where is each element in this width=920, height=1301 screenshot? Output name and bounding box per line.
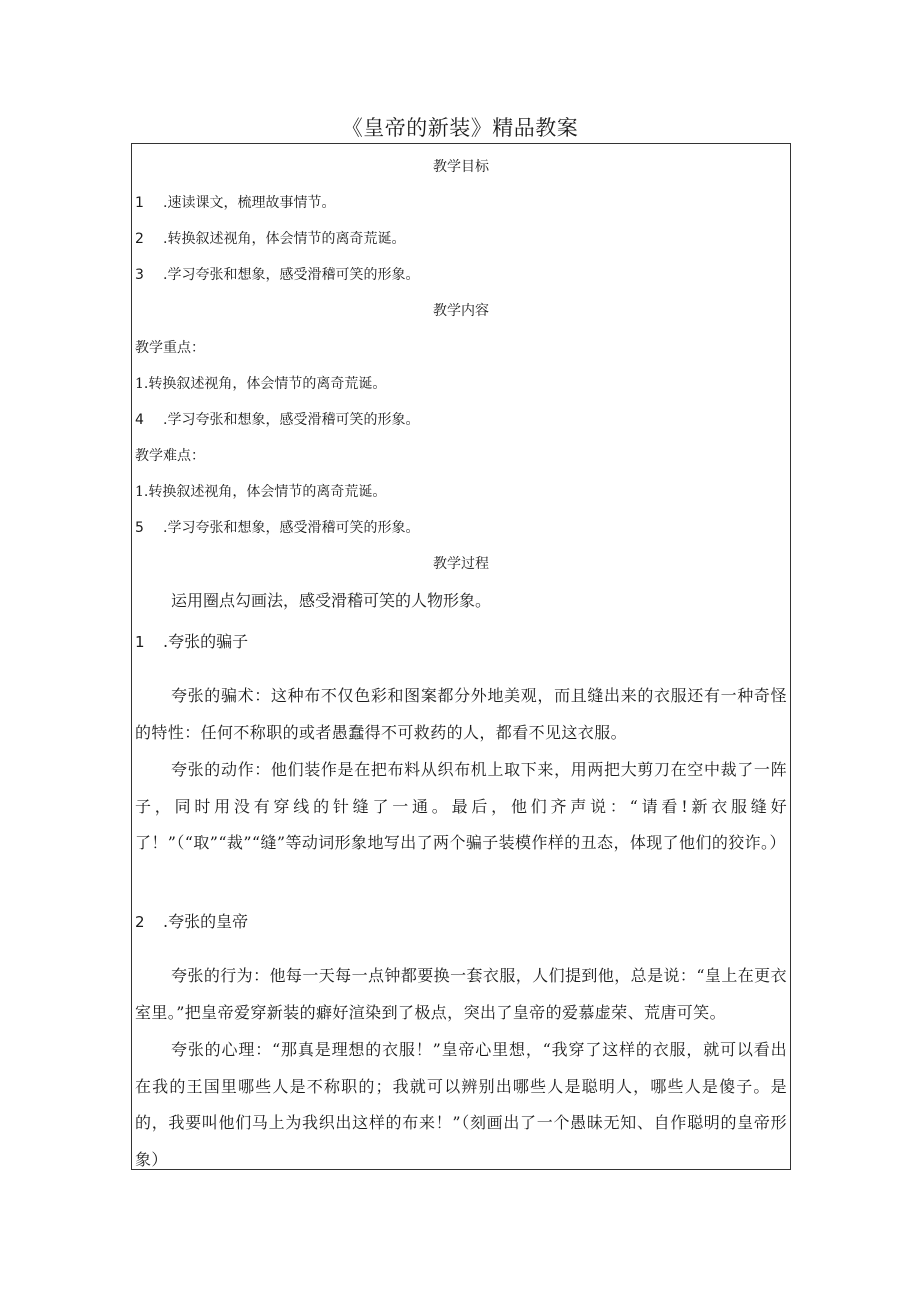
item-number: 5	[135, 520, 144, 536]
key-points-label: 教学重点：	[135, 340, 205, 356]
section-2-paragraph-1: 夸张的行为：他每一天每一点钟都要换一套衣服，人们提到他，总是说：“皇上在更衣室里。”把皇帝爱穿新装的癖好渲染到了极点，突出了皇帝的爱慕虚荣、荒唐可笑。	[135, 966, 787, 1022]
process-intro: 运用圈点勾画法，感受滑稽可笑的人物形象。	[171, 591, 492, 610]
item-number: 1	[135, 633, 145, 651]
section-2-paragraph-2: 夸张的心理：“那真是理想的衣服！”皇帝心里想，“我穿了这样的衣服，就可以看出在我的王国里哪些人是不称职的；我就可以辨别出哪些人是聪明人，哪些人是傻子。是的，我要叫他们马上为我织出这样的布来！”（刻画出了一个愚昧无知、自作聪明的皇帝形象）	[135, 1040, 787, 1169]
objective-item-1	[135, 193, 335, 213]
item-number: 4	[135, 412, 144, 428]
item-text: .学习夸张和想象，感受滑稽可笑的形象。	[163, 520, 420, 536]
item-text: .转换叙述视角，体会情节的离奇荒诞。	[163, 231, 406, 247]
item-number: 3	[135, 267, 144, 283]
objective-item-2	[135, 229, 405, 249]
objective-item-3	[135, 265, 419, 285]
item-number: 2	[135, 231, 144, 247]
key-point-item-2	[135, 410, 419, 430]
content-heading: 教学内容	[433, 303, 489, 319]
item-number: 2	[135, 913, 145, 931]
section-1-title	[135, 630, 248, 654]
objectives-heading: 教学目标	[433, 159, 489, 175]
item-text: .学习夸张和想象，感受滑稽可笑的形象。	[163, 412, 420, 428]
key-point-item-1: 1.转换叙述视角，体会情节的离奇荒诞。	[135, 376, 387, 392]
difficult-points-label: 教学难点：	[135, 448, 205, 464]
item-text: .学习夸张和想象，感受滑稽可笑的形象。	[163, 267, 420, 283]
section-1-paragraph-2: 夸张的动作：他们装作是在把布料从织布机上取下来，用两把大剪刀在空中裁了一阵子，同时用没有穿线的针缝了一通。最后，他们齐声说：“请看!新衣服缝好了！”（“取”“裁”“缝”等动词形象地写出了两个骗子装模作样的丑态，体现了他们的狡诈。）	[135, 760, 787, 852]
difficult-point-item-1: 1.转换叙述视角，体会情节的离奇荒诞。	[135, 484, 387, 500]
section-title-text: .夸张的皇帝	[163, 912, 249, 931]
section-1-paragraph-1: 夸张的骗术：这种布不仅色彩和图案都分外地美观，而且缝出来的衣服还有一种奇怪的特性：任何不称职的或者愚蠢得不可救药的人，都看不见这衣服。	[135, 686, 787, 742]
document-title: 《皇帝的新装》精品教案	[341, 116, 579, 140]
section-title-text: .夸张的骗子	[163, 632, 249, 651]
process-heading: 教学过程	[433, 556, 489, 572]
item-number: 1	[135, 195, 144, 211]
item-text: .速读课文，梳理故事情节。	[163, 195, 336, 211]
section-2-title	[135, 910, 248, 934]
difficult-point-item-2	[135, 518, 419, 538]
